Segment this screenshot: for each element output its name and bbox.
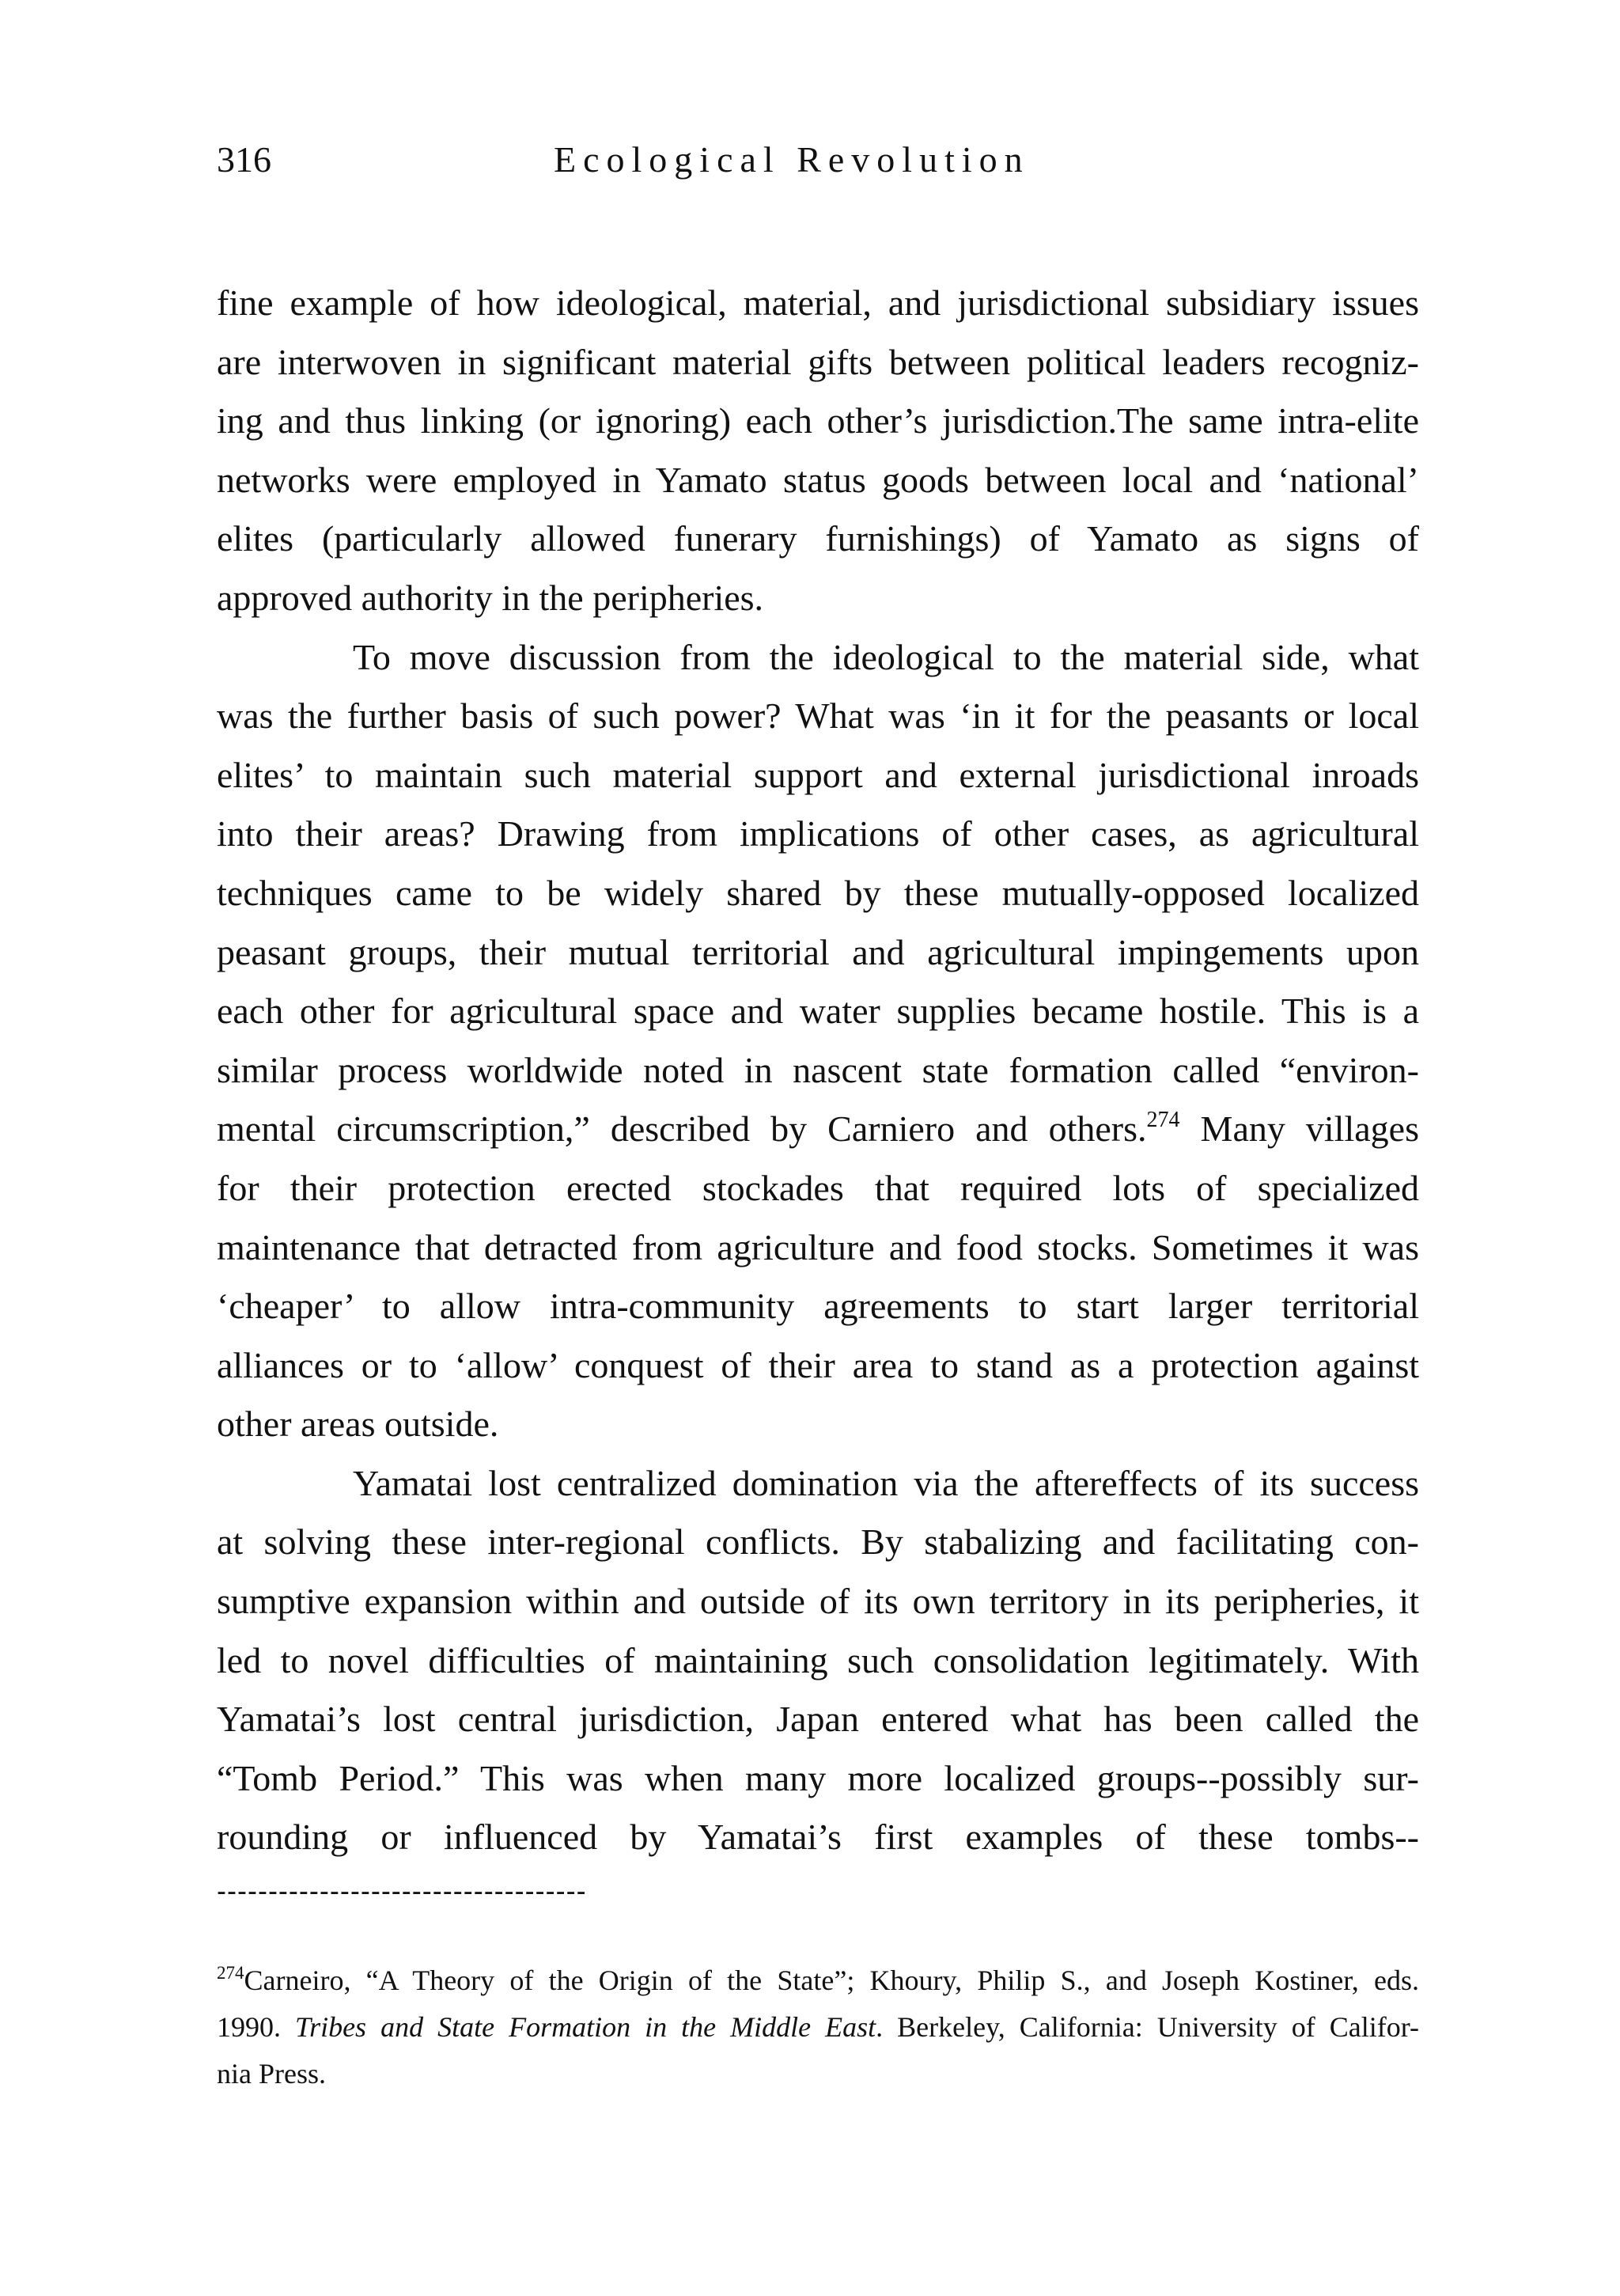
body-line: peasant groups, their mutual territorial and agricultural impingements upon (217, 931, 1419, 972)
body-line-text: Many villages (1179, 1108, 1419, 1150)
footnote-reference: 274 (1146, 1108, 1180, 1133)
body-line: elites’ to maintain such material support and external jurisdictional inroads (217, 754, 1419, 795)
body-line-with-footnote-ref (217, 1100, 1419, 1159)
body-line: ing and thus linking (or ignoring) each other’s jurisdiction.The same intra-elite (217, 400, 1419, 441)
footnote-line (217, 2004, 1419, 2051)
body-line-text: mental circumscription,” described by Carniero and others. (217, 1108, 1147, 1150)
body-line: at solving these inter-regional conflicts. By stabalizing and facilitating con- (217, 1521, 1419, 1563)
body-line: led to novel difficulties of maintaining such consolidation legitimately. With (217, 1639, 1419, 1680)
footnote-text: Carneiro, “A Theory of the Origin of the State”; Khoury, Philip S., and Joseph Kostiner, eds. (244, 1964, 1419, 1996)
body-line: sumptive expansion within and outside of its own territory in its peripheries, it (217, 1581, 1419, 1622)
body-line: networks were employed in Yamato status goods between local and ‘national’ (217, 459, 1419, 500)
running-head: Ecological Revolution (554, 139, 1030, 180)
body-line: other areas outside. (217, 1404, 499, 1445)
body-line: To move discussion from the ideological to the material side, what (353, 636, 1419, 677)
body-line: “Tomb Period.” This was when many more localized groups--possibly sur- (217, 1757, 1419, 1798)
body-line: alliances or to ‘allow’ conquest of their area to stand as a protection against (217, 1344, 1419, 1385)
footnote-separator: ------------------------------------ (217, 1874, 587, 1907)
body-text (217, 274, 1419, 1867)
body-line: was the further basis of such power? What was ‘in it for the peasants or local (217, 695, 1419, 737)
footnote-book-title: Tribes and State Formation in the Middle East (295, 2011, 876, 2043)
body-line: maintenance that detracted from agriculture and food stocks. Sometimes it was (217, 1226, 1419, 1267)
body-line: rounding or influenced by Yamatai’s first examples of these tombs-- (217, 1817, 1419, 1858)
body-line: fine example of how ideological, material, and jurisdictional subsidiary issues (217, 282, 1419, 323)
body-line: similar process worldwide noted in nascent state formation called “environ- (217, 1049, 1419, 1090)
body-line: elites (particularly allowed funerary furnishings) of Yamato as signs of (217, 518, 1419, 559)
page-number: 316 (217, 139, 271, 180)
body-line: into their areas? Drawing from implications of other cases, as agricultural (217, 813, 1419, 854)
footnote-number: 274 (217, 1963, 244, 1983)
footnote-text: . Berkeley, California: University of Califor- (876, 2011, 1419, 2043)
body-line: ‘cheaper’ to allow intra-community agreements to start larger territorial (217, 1286, 1419, 1327)
body-line: are interwoven in significant material gifts between political leaders recogniz- (217, 341, 1419, 382)
body-line: Yamatai’s lost central jurisdiction, Japan entered what has been called the (217, 1699, 1419, 1740)
body-line: for their protection erected stockades that required lots of specialized (217, 1167, 1419, 1208)
body-line: each other for agricultural space and water supplies became hostile. This is a (217, 991, 1419, 1032)
footnote-text: 1990. (217, 2011, 296, 2043)
footnote-line (217, 1957, 1419, 2004)
body-line: techniques came to be widely shared by these mutually-opposed localized (217, 872, 1419, 913)
body-line: Yamatai lost centralized domination via the aftereffects of its success (353, 1462, 1419, 1503)
body-line: approved authority in the peripheries. (217, 577, 764, 618)
footnote (217, 1957, 1419, 2097)
footnote-line: nia Press. (217, 2058, 326, 2090)
